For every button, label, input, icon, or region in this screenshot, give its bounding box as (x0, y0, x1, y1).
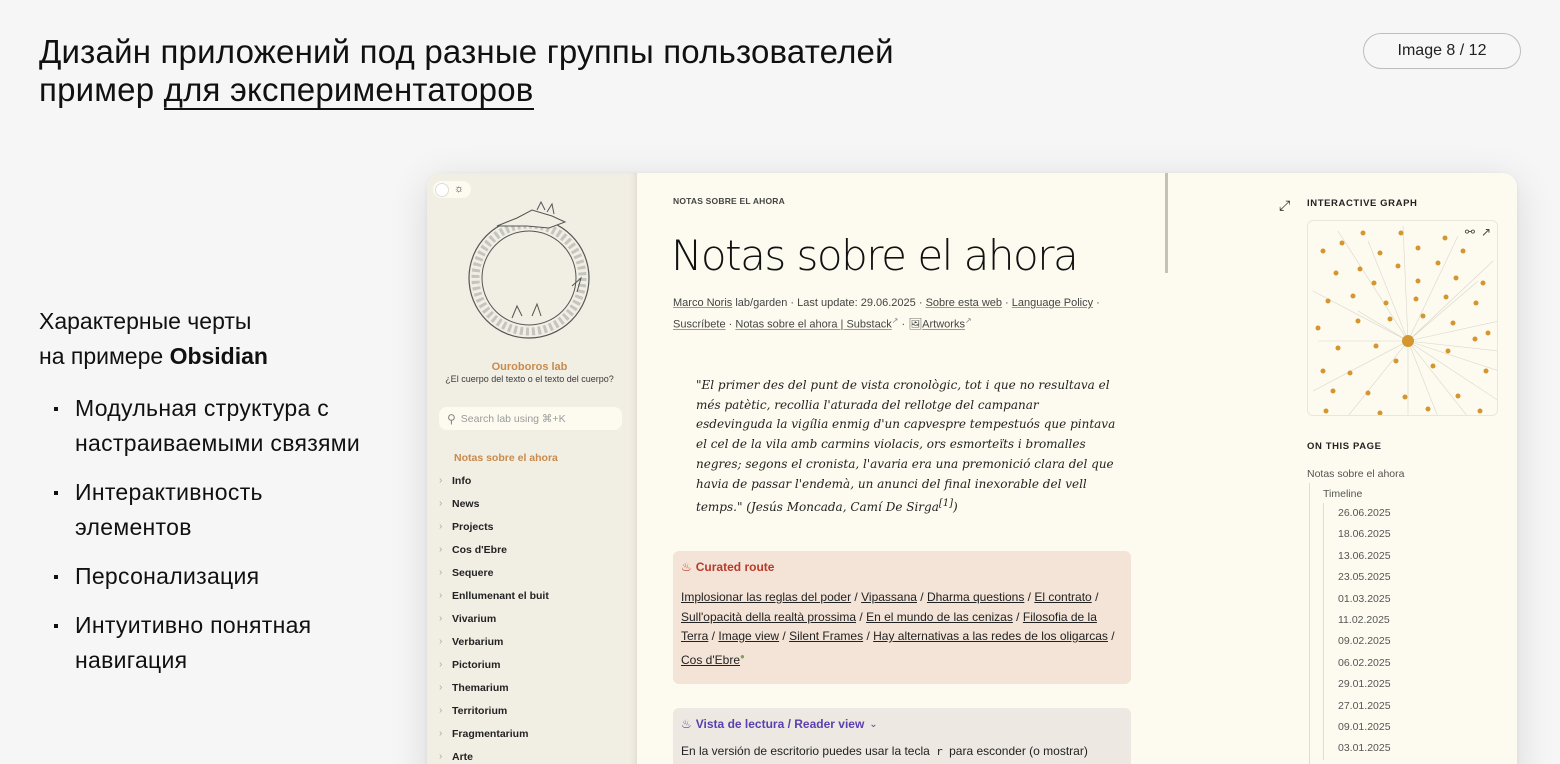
chevron-right-icon: › (439, 613, 443, 624)
route-links: Implosionar las reglas del poder / Vipassana / Dharma questions / El contrato / Sull'opacità della realtà prossima / En el mundo de las cenizas / Filosofia de la Terra / Image view / Silent Frames / Hay alternativas a las redes de los oligarcas / Cos d'Ebre● (681, 590, 1115, 667)
route-link[interactable]: Hay alternativas a las redes de los oligarcas (873, 629, 1108, 643)
sidebar-item-themarium[interactable] (439, 676, 549, 699)
sidebar-item-arte[interactable] (439, 745, 549, 764)
reader-view-title[interactable] (681, 717, 1123, 731)
intro-line-2 (39, 339, 379, 374)
graph-tools (1465, 225, 1491, 239)
toc-date[interactable]: 13.06.2025 (1338, 549, 1391, 562)
reader-view-callout[interactable] (673, 708, 1131, 764)
toc-timeline[interactable]: Timeline (1323, 488, 1363, 500)
flame-icon: ♨ (681, 717, 692, 731)
interactive-graph[interactable] (1307, 220, 1498, 416)
chevron-right-icon: › (439, 590, 443, 601)
chevron-right-icon: › (439, 659, 443, 670)
toggle-knob (435, 183, 449, 197)
route-link[interactable]: En el mundo de las cenizas (866, 609, 1013, 624)
subscribe-link[interactable]: Suscríbete (673, 318, 726, 331)
intro-prefix: на примере (39, 343, 170, 369)
sidebar (427, 173, 637, 764)
features-list (39, 391, 379, 678)
callout-title-text: Vista de lectura / Reader view (695, 717, 865, 731)
toc-date[interactable]: 26.06.2025 (1338, 507, 1391, 519)
sidebar-item-label: Vivarium (452, 612, 497, 625)
route-link[interactable]: Sull'opacità della realtà prossima (681, 609, 857, 624)
page-meta: Marco Noris lab/garden · Last update: 29.06.2025 · Sobre esta web · Language Policy · Suscríbete · Notas sobre el ahora | Substack↗ · 🖼Artworks↗ (673, 297, 1100, 331)
graph-title: INTERACTIVE GRAPH (1307, 198, 1418, 209)
intro-bold: Obsidian (169, 343, 268, 369)
toc-level-2 (1323, 503, 1391, 760)
meta-text: lab/garden · Last update: 29.06.2025 · (732, 297, 926, 309)
title-line-2 (39, 71, 894, 109)
sidebar-item-territorium[interactable] (439, 699, 549, 722)
toc-level-1 (1309, 483, 1391, 764)
external-link-icon: ↗ (891, 316, 899, 325)
app-window (427, 173, 1517, 764)
sidebar-nav (439, 469, 549, 764)
sun-icon: ☼ (454, 183, 465, 195)
chevron-right-icon: › (439, 682, 443, 693)
chevron-right-icon: › (439, 705, 443, 716)
about-link[interactable]: Sobre esta web (925, 297, 1002, 309)
toc-date[interactable]: 09.02.2025 (1338, 635, 1391, 648)
route-link[interactable]: El contrato (1034, 590, 1092, 604)
open-graph-icon[interactable]: ↗ (1480, 225, 1491, 239)
sidebar-item-label: Verbarium (452, 635, 504, 648)
sidebar-item-label: Arte (452, 750, 474, 763)
reader-text-after: para esconder (o mostrar) (945, 744, 1088, 758)
sidebar-item-vivarium[interactable] (439, 607, 549, 630)
curated-route-title (681, 560, 1123, 574)
author-link[interactable]: Marco Noris (673, 297, 733, 309)
right-sidebar (1279, 173, 1499, 764)
epigraph-quote (696, 376, 1116, 518)
feature-item: Персонализация (39, 559, 379, 594)
curated-route-callout (673, 551, 1131, 684)
toc-date[interactable]: 09.01.2025 (1338, 720, 1391, 733)
title-prefix: пример (39, 71, 164, 108)
sidebar-item-label: Enllumenant el buit (452, 589, 549, 602)
search-placeholder: Search lab using ⌘+K (460, 412, 566, 425)
route-link[interactable]: Vipassana (861, 590, 917, 604)
feature-item: Интуитивно понятная навигация (39, 608, 379, 678)
sidebar-item-cos-debre[interactable] (439, 538, 549, 561)
feature-item: Интерактивность элементов (39, 475, 379, 545)
toc-date[interactable]: 11.02.2025 (1338, 613, 1390, 626)
route-link[interactable]: Cos d'Ebre (681, 652, 740, 667)
toc-date[interactable]: 01.03.2025 (1338, 592, 1391, 605)
theme-toggle[interactable] (433, 181, 471, 198)
sidebar-item-label: Sequere (452, 566, 494, 579)
flame-icon: ♨ (681, 560, 692, 574)
ouroboros-logo-icon (457, 198, 602, 348)
graph-canvas[interactable] (1308, 221, 1498, 416)
intro-line-1: Характерные черты (39, 308, 252, 334)
key-code: r (936, 745, 943, 758)
toc-date[interactable]: 29.01.2025 (1338, 678, 1391, 691)
sidebar-item-news[interactable] (439, 492, 549, 515)
title-line-1: Дизайн приложений под разные группы пользователей (39, 33, 894, 70)
on-this-page-title: ON THIS PAGE (1307, 441, 1382, 452)
nav-current-page[interactable]: Notas sobre el ahora (454, 452, 558, 464)
footnote-ref[interactable]: [1] (938, 498, 954, 510)
route-link[interactable]: Implosionar las reglas del poder (681, 590, 852, 604)
status-dot-icon: ● (740, 651, 745, 661)
route-link[interactable]: Image view (718, 629, 780, 643)
quote-close: ) (953, 500, 958, 515)
route-link[interactable]: Dharma questions (926, 590, 1025, 604)
sidebar-item-pictorium[interactable] (439, 653, 549, 676)
quote-source-link[interactable]: Camí De Sirga (850, 500, 939, 515)
image-counter[interactable]: Image 8 / 12 (1363, 33, 1521, 69)
main-content (673, 173, 1173, 764)
quote-text: "El primer des del punt de vista cronològic, tot i que no resultava el més patètic, recollia l'aturada del rellotge del campanar esdevinguda la vigília enmig d'un capvespre tempestuós que pintava el cel de la vila amb carmins violacis, ors esmorteïts i bromalles negres; segons el cronista, l'avaria era una premonició clara del que havia de passar l'endemà, un anunci del final inexorable del vell temps." (Jesús Moncada, (696, 378, 1116, 515)
image-icon: 🖼 (908, 318, 923, 331)
sidebar-item-projects[interactable] (439, 515, 549, 538)
lab-tagline: ¿El cuerpo del texto o el texto del cuerpo? (445, 374, 614, 384)
reader-view-text (681, 744, 1123, 758)
sidebar-item-info[interactable] (439, 469, 549, 492)
sidebar-item-fragmentarium[interactable] (439, 722, 549, 745)
chevron-right-icon: › (439, 498, 443, 509)
chevron-right-icon: › (439, 567, 443, 578)
chevron-right-icon: › (439, 636, 443, 647)
sidebar-item-label: Pictorium (452, 658, 501, 671)
lab-name[interactable]: Ouroboros lab (491, 361, 568, 373)
toc-root[interactable]: Notas sobre el ahora (1307, 468, 1405, 480)
search-input[interactable] (439, 407, 622, 430)
search-icon: ⚲ (447, 411, 456, 426)
title-underlined: для экспериментаторов (163, 71, 534, 108)
chevron-down-icon: ⌄ (869, 718, 878, 730)
feature-item: Модульная структура с настраиваемыми связями (39, 391, 379, 461)
toc-date[interactable]: 18.06.2025 (1338, 528, 1391, 541)
sidebar-item-label: Territorium (452, 704, 508, 717)
toc-date[interactable]: 27.01.2025 (1338, 699, 1391, 712)
chevron-right-icon: › (439, 544, 443, 555)
toc-date[interactable]: 03.01.2025 (1338, 742, 1391, 755)
sidebar-item-enllumenant[interactable] (439, 584, 549, 607)
toc-date[interactable]: 06.02.2025 (1338, 656, 1391, 669)
callout-title-text: Curated route (695, 560, 775, 574)
language-policy-link[interactable]: Language Policy (1011, 297, 1094, 309)
sidebar-item-label: News (452, 497, 480, 510)
artworks-link[interactable]: Artworks (922, 318, 965, 331)
toc-date[interactable]: 23.05.2025 (1338, 571, 1391, 584)
sidebar-item-label: Themarium (452, 681, 509, 694)
route-link[interactable]: Filosofia de la Terra (681, 609, 1097, 643)
sidebar-item-label: Projects (452, 520, 494, 533)
sidebar-item-label: Info (452, 474, 472, 487)
breadcrumb[interactable]: NOTAS SOBRE EL AHORA (673, 196, 785, 206)
chevron-right-icon: › (439, 475, 443, 486)
external-link-icon: ↗ (964, 316, 972, 325)
chevron-right-icon: › (439, 728, 443, 739)
slide-title (39, 33, 894, 109)
scrollbar[interactable] (1165, 173, 1168, 273)
sidebar-item-label: Cos d'Ebre (452, 543, 508, 556)
sidebar-item-label: Fragmentarium (452, 727, 529, 740)
expand-icon[interactable]: ⤢ (1279, 197, 1291, 213)
chevron-right-icon: › (439, 751, 443, 762)
graph-global-icon[interactable]: ⚯ (1464, 225, 1475, 239)
sidebar-item-verbarium[interactable] (439, 630, 549, 653)
chevron-right-icon: › (439, 521, 443, 532)
substack-link[interactable]: Notas sobre el ahora | Substack (735, 318, 892, 331)
page-title: Notas sobre el ahora (671, 231, 1078, 280)
features-intro (39, 304, 379, 374)
route-link[interactable]: Silent Frames (789, 629, 864, 643)
features-block (39, 304, 379, 692)
reader-text-before: En la versión de escritorio puedes usar la tecla (681, 744, 934, 758)
sidebar-item-sequere[interactable] (439, 561, 549, 584)
